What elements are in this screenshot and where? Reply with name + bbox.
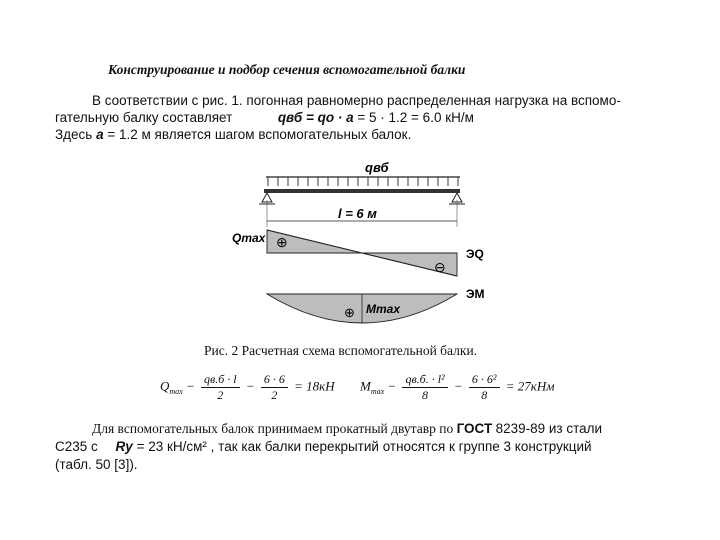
shear-frac2-den: 2 (271, 388, 278, 402)
shear-minus-sign: ⊖ (434, 259, 446, 275)
moment-frac1-num: qв.б. · l² (402, 372, 447, 388)
shear-max-label: Qmax (232, 231, 266, 245)
shear-formula-eq1: − (185, 378, 195, 394)
moment-plus-sign: ⊕ (344, 305, 355, 320)
moment-frac2-num: 6 · 6² (469, 372, 500, 388)
paragraph2-line1-text: Для вспомогательных балок принимаем прокатный двутавр по (92, 421, 454, 436)
moment-frac1-den: 8 (422, 388, 429, 402)
paragraph1-line2 (55, 110, 474, 125)
shear-formula-result: = 18кН (294, 378, 335, 394)
span-label: l = 6 м (338, 206, 377, 221)
moment-fraction-1 (402, 372, 447, 403)
shear-formula-sub: max (169, 387, 183, 397)
moment-formula-eq1: − (387, 378, 397, 394)
paragraph2-line2-b: = 23 кН/см² , так как балки перекрытий относятся к группе 3 конструкций (136, 439, 592, 454)
shear-formula-eq2: − (245, 378, 255, 394)
moment-formula-eq2: − (453, 378, 463, 394)
step-variable: a (96, 127, 104, 142)
beam-diagram (220, 152, 520, 337)
paragraph2-line3: (табл. 50 [3]). (55, 457, 138, 472)
moment-formula-sub: max (370, 387, 385, 397)
paragraph2-line1-rest: 8239-89 из стали (495, 421, 603, 436)
page-title: Конструирование и подбор сечения вспомогательной балки (108, 62, 466, 77)
shear-plus-sign: ⊕ (276, 234, 288, 250)
moment-max-label: Mmax (366, 302, 401, 316)
ry-variable: Ry (115, 439, 133, 454)
shear-diagram-label: ЭQ (466, 247, 484, 261)
paragraph1-line1: В соответствии с рис. 1. погонная равномерно распределенная нагрузка на вспомо- (92, 93, 621, 108)
figure-caption: Рис. 2 Расчетная схема вспомогательной балки. (204, 343, 478, 358)
paragraph2-line2-a: С235 с (55, 439, 98, 454)
shear-frac1-den: 2 (217, 388, 224, 402)
moment-formula (360, 372, 555, 403)
moment-diagram-label: ЭМ (466, 287, 485, 301)
shear-formula (160, 372, 335, 403)
load-formula-lhs: qвб = qо · a (277, 110, 354, 125)
load-arrows (268, 177, 458, 186)
shear-fraction-2 (261, 372, 288, 403)
shear-frac2-num: 6 · 6 (261, 372, 288, 388)
moment-formula-lhs: M (360, 378, 371, 394)
beam (264, 189, 460, 193)
paragraph2-line2 (55, 439, 592, 454)
load-formula-rhs: = 5 · 1.2 = 6.0 кН/м (357, 110, 474, 125)
shear-formula-lhs: Q (160, 378, 170, 394)
gost-label: ГОСТ (456, 421, 493, 436)
paragraph1-line2-text: гательную балку составляет (55, 110, 233, 125)
load-label: qвб (365, 160, 389, 175)
moment-fraction-2 (469, 372, 500, 403)
paragraph1-line3 (55, 127, 411, 142)
paragraph1-line3-prefix: Здесь (55, 127, 93, 142)
shear-frac1-num: qв.б · l (201, 372, 240, 388)
moment-frac2-den: 8 (481, 388, 488, 402)
shear-fraction-1 (201, 372, 240, 403)
moment-formula-result: = 27кНм (505, 378, 555, 394)
paragraph1-line3-rest: = 1.2 м является шагом вспомогательных балок. (107, 127, 412, 142)
paragraph2-line1 (92, 421, 602, 437)
